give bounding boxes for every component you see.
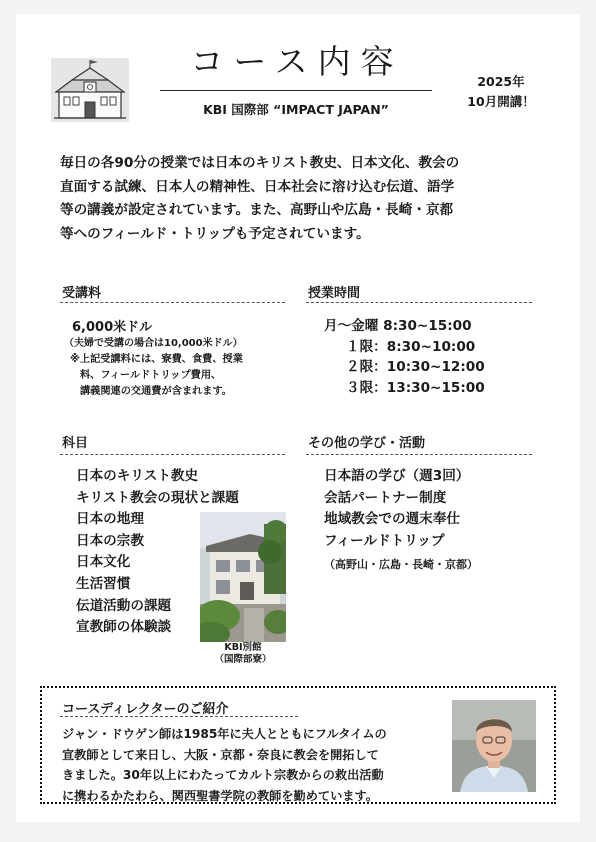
hours-line: １限：8:30~10:00 [346, 338, 476, 355]
fee-note-line: ※上記受講料には、寮費、食費、授業 [70, 354, 243, 365]
photo-caption-line: （国際部寮） [214, 654, 272, 665]
subject-item: キリスト教会の現状と課題 [76, 489, 239, 506]
other-list [324, 466, 469, 552]
director-divider [60, 716, 298, 717]
intro-line: 毎日の各90分の授業では日本のキリスト教史、日本文化、教会の [60, 155, 460, 171]
fee-heading: 受講料 [62, 286, 102, 301]
director-photo [452, 700, 536, 792]
hours-line: 月～金曜 8:30~15:00 [324, 318, 472, 334]
page-subtitle: KBI 国際部 “IMPACT JAPAN” [203, 102, 389, 117]
subject-item: 日本のキリスト教史 [76, 468, 199, 484]
director-bio-line: に携わるかたわら、関西聖書学院の教師を勤めています。 [62, 788, 378, 803]
subjects-divider [60, 454, 285, 455]
hours-divider [306, 302, 532, 303]
fee-note-line: 講義関連の交通費が含まれます。 [80, 386, 232, 397]
building-photo [200, 512, 286, 642]
schoolhouse-illustration [50, 56, 130, 124]
hours-heading: 授業時間 [308, 286, 361, 301]
field-trip-places: （高野山・広島・長崎・京都） [324, 558, 478, 571]
subject-item: 日本の地理 [76, 511, 144, 528]
director-bio [62, 724, 442, 806]
director-bio-line: ジャン・ドウゲン師は1985年に夫人とともにフルタイムの [62, 727, 387, 741]
other-item: フィールドトリップ [324, 532, 445, 549]
fee-divider [60, 302, 285, 303]
page-title: コース内容 [190, 42, 404, 81]
other-item: 地域教会での週末奉仕 [324, 511, 460, 528]
other-heading: その他の学び・活動 [308, 436, 426, 451]
subject-item: 日本文化 [76, 554, 131, 571]
subject-item: 伝道活動の課題 [76, 597, 172, 614]
hours-list [324, 316, 485, 398]
other-divider [306, 454, 532, 455]
other-item: 日本語の学び（週3回） [324, 468, 470, 484]
intro-paragraph [60, 152, 540, 246]
photo-caption [200, 642, 286, 666]
fee-couple: （夫婦で受講の場合は10,000米ドル） [64, 338, 243, 349]
intro-line: 直面する試練、日本人の精神性、日本社会に溶け込む伝道、語学 [60, 178, 455, 195]
start-year: 2025年 [477, 74, 525, 89]
director-bio-line: 宣教師として来日し、大阪・京都・奈良に教会を開拓して [62, 747, 379, 762]
subjects-heading: 科目 [62, 436, 89, 451]
director-bio-line: きました。30年以上にわたってカルト宗教からの救出活動 [62, 768, 384, 782]
hours-line: ２限：10:30~12:00 [346, 359, 485, 375]
fee-note [70, 352, 290, 400]
subject-item: 日本の宗教 [76, 532, 144, 549]
intro-line: 等の講義が設定されています。また、高野山や広島・長崎・京都 [60, 202, 454, 218]
intro-line: 等へのフィールド・トリップも予定されています。 [60, 225, 370, 242]
fee-amount: 6,000米ドル [72, 320, 153, 335]
other-item: 会話パートナー制度 [324, 489, 447, 506]
fee-note-line: 料、フィールドトリップ費用、 [80, 370, 222, 381]
start-date [456, 72, 546, 112]
hours-line: ３限：13:30~15:00 [346, 379, 485, 396]
director-heading: コースディレクターのご紹介 [62, 702, 229, 717]
title-underline [160, 90, 432, 91]
start-month: 10月開講！ [467, 94, 535, 109]
subject-item: 生活習慣 [76, 575, 131, 592]
subject-item: 宣教師の体験談 [76, 619, 172, 636]
photo-caption-line: KBI別館 [224, 642, 262, 653]
